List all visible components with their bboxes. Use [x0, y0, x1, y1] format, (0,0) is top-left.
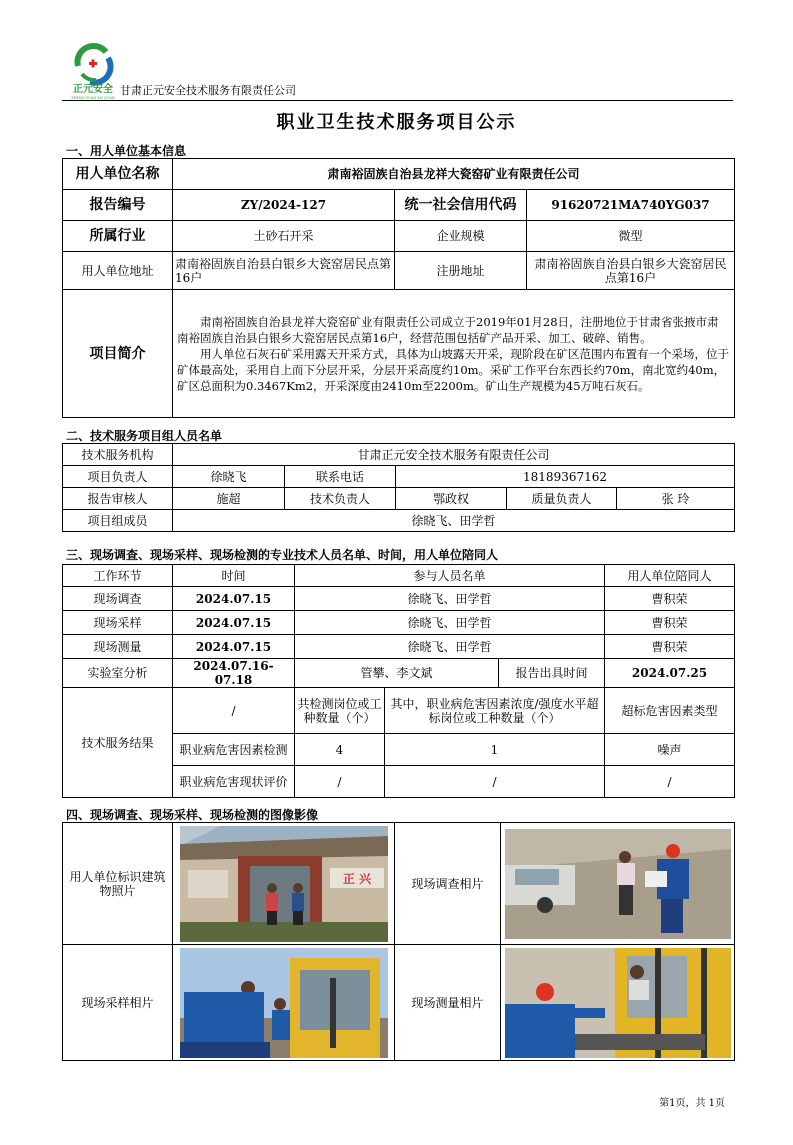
result-row2-label: 职业病危害现状评价: [173, 766, 295, 798]
section2-heading: 二、技术服务项目组人员名单: [66, 429, 223, 443]
name-value: 肃南裕固族自治县龙祥大瓷窑矿业有限责任公司: [173, 159, 735, 190]
col-escort: 用人单位陪同人: [605, 565, 735, 587]
logo-subtext: ZHENG YUAN AN QUAN: [71, 96, 115, 100]
result-row1-type: 噪声: [605, 734, 735, 766]
team-table: [62, 443, 735, 532]
result-col-over: 其中，职业病危害因素浓度/强度水平超标岗位或工种数量（个）: [385, 688, 605, 734]
photo2-label: 现场调查相片: [395, 823, 501, 945]
people-cell: 徐晓飞、田学哲: [295, 611, 605, 635]
result-slash: /: [173, 688, 295, 734]
header-divider: [62, 100, 733, 101]
industry-value: 土砂石开采: [173, 221, 395, 252]
photo2-cell: [501, 823, 735, 945]
members-value: 徐晓飞、田学哲: [173, 510, 735, 532]
lab-people: 管攀、李文斌: [295, 659, 499, 688]
table-row: [63, 611, 735, 635]
people-cell: 徐晓飞、田学哲: [295, 635, 605, 659]
result-row1-count: 4: [295, 734, 385, 766]
reviewer-value: 施超: [173, 488, 285, 510]
table-row: [63, 587, 735, 611]
address-label: 用人单位地址: [63, 252, 173, 290]
table-row: [63, 635, 735, 659]
result-row2-type: /: [605, 766, 735, 798]
building-photo: [180, 826, 388, 942]
col-time: 时间: [173, 565, 295, 587]
photo4-cell: [501, 945, 735, 1061]
col-stage: 工作环节: [63, 565, 173, 587]
photo4-label: 现场测量相片: [395, 945, 501, 1061]
photo3-label: 现场采样相片: [63, 945, 173, 1061]
report-no-value: ZY/2024-127: [173, 190, 395, 221]
photo1-cell: [173, 823, 395, 945]
quality-lead-value: 张 玲: [617, 488, 735, 510]
result-row2-count: /: [295, 766, 385, 798]
credit-code-value: 91620721MA740YG037: [527, 190, 735, 221]
org-value: 甘肃正元安全技术服务有限责任公司: [173, 444, 735, 466]
result-row1-over: 1: [385, 734, 605, 766]
stage-cell: 现场测量: [63, 635, 173, 659]
basic-info-table: [62, 158, 735, 418]
tech-lead-label: 技术负责人: [285, 488, 396, 510]
section3-heading: 三、现场调查、现场采样、现场检测的专业技术人员名单、时间，用人单位陪同人: [66, 548, 499, 562]
tech-lead-value: 鄂政权: [396, 488, 507, 510]
section4-heading: 四、现场调查、现场采样、现场检测的图像影像: [66, 808, 319, 822]
sampling-photo: [180, 948, 388, 1058]
escort-cell: 曹积荣: [605, 587, 735, 611]
stage-cell: 现场调查: [63, 587, 173, 611]
photo-table: [62, 822, 735, 1061]
leader-label: 项目负责人: [63, 466, 173, 488]
people-cell: 徐晓飞、田学哲: [295, 587, 605, 611]
sign-text: 正 兴: [342, 871, 371, 886]
measurement-photo: [505, 948, 731, 1058]
credit-code-label: 统一社会信用代码: [395, 190, 527, 221]
page-number: 第1页，共 1页: [659, 1098, 725, 1109]
time-cell: 2024.07.15: [173, 635, 295, 659]
phone-value: 18189367162: [396, 466, 735, 488]
time-cell: 2024.07.15: [173, 587, 295, 611]
result-label: 技术服务结果: [63, 688, 173, 798]
leader-value: 徐晓飞: [173, 466, 285, 488]
photo1-label: 用人单位标识建筑物照片: [63, 823, 173, 945]
intro-label: 项目简介: [63, 290, 173, 418]
stage-cell: 现场采样: [63, 611, 173, 635]
escort-cell: 曹积荣: [605, 635, 735, 659]
escort-cell: 曹积荣: [605, 611, 735, 635]
name-label: 用人单位名称: [63, 159, 173, 190]
reviewer-label: 报告审核人: [63, 488, 173, 510]
survey-photo: [505, 829, 731, 939]
col-people: 参与人员名单: [295, 565, 605, 587]
report-no-label: 报告编号: [63, 190, 173, 221]
photo3-cell: [173, 945, 395, 1061]
logo-text: 正元安全: [73, 84, 113, 95]
project-intro: [173, 290, 735, 418]
company-name: 甘肃正元安全技术服务有限责任公司: [120, 84, 296, 97]
result-col-type: 超标危害因素类型: [605, 688, 735, 734]
page-title: 职业卫生技术服务项目公示: [276, 112, 517, 133]
fieldwork-table: [62, 564, 735, 798]
company-logo: [68, 38, 118, 100]
industry-label: 所属行业: [63, 221, 173, 252]
result-row1-label: 职业病危害因素检测: [173, 734, 295, 766]
time-cell: 2024.07.15: [173, 611, 295, 635]
org-label: 技术服务机构: [63, 444, 173, 466]
phone-label: 联系电话: [285, 466, 396, 488]
lab-label: 实验室分析: [63, 659, 173, 688]
intro-paragraph-2: 用人单位石灰石矿采用露天开采方式，具体为山坡露天开采，现阶段在矿区范围内布置有一个采场，位于矿体最高处，采用自上而下分层开采，分层开采高度约10m。采矿工作平台东西长约70m，南北宽约40m，矿区总面积为0.3467Km2，开采深度由2410m至2200m。矿山生产规模为45万吨石灰石。: [177, 346, 729, 393]
report-time-value: 2024.07.25: [605, 659, 735, 688]
lab-time: 2024.07.16-07.18: [173, 659, 295, 688]
scale-label: 企业规模: [395, 221, 527, 252]
result-row2-over: /: [385, 766, 605, 798]
members-label: 项目组成员: [63, 510, 173, 532]
scale-value: 微型: [527, 221, 735, 252]
reg-address-label: 注册地址: [395, 252, 527, 290]
address-value: 肃南裕固族自治县白银乡大瓷窑居民点第16户: [173, 252, 395, 290]
result-col-count: 共检测岗位或工种数量（个）: [295, 688, 385, 734]
quality-lead-label: 质量负责人: [507, 488, 617, 510]
report-time-label: 报告出具时间: [499, 659, 605, 688]
reg-address-value: 肃南裕固族自治县白银乡大瓷窑居民点第16户: [527, 252, 735, 290]
section1-heading: 一、用人单位基本信息: [66, 144, 187, 158]
intro-paragraph-1: 肃南裕固族自治县龙祥大瓷窑矿业有限责任公司成立于2019年01月28日，注册地位于甘肃省张掖市肃南裕固族自治县白银乡大瓷窑居民点第16户，经营范围包括矿产品开采、加工、破碎、销售。: [177, 314, 719, 345]
